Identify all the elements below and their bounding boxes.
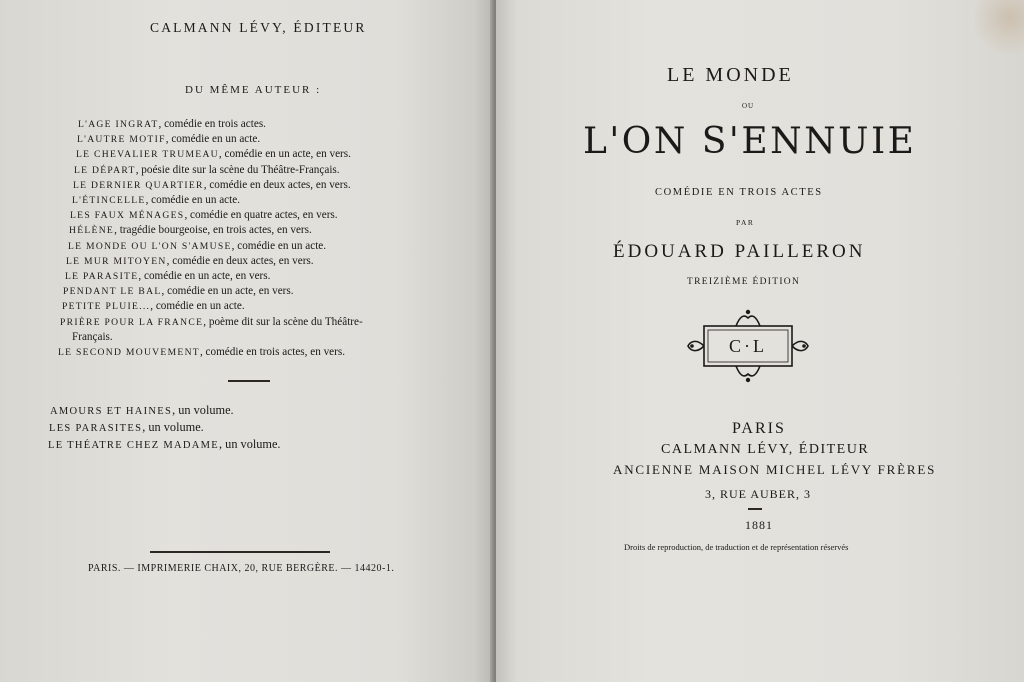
list-item xyxy=(70,209,338,221)
work-title: LE DERNIER QUARTIER xyxy=(73,179,204,191)
list-item xyxy=(58,346,345,358)
list-item xyxy=(77,133,260,145)
work-description: , un volume. xyxy=(219,437,281,451)
work-description: , comédie en trois actes. xyxy=(158,118,266,130)
work-title: L'AUTRE MOTIF xyxy=(77,134,166,146)
work-description: , comédie en deux actes, en vers. xyxy=(166,254,314,267)
work-title: PENDANT LE BAL xyxy=(63,286,162,298)
same-author-heading: DU MÊME AUTEUR : xyxy=(185,84,322,96)
work-description: Français. xyxy=(72,330,113,343)
work-description: , comédie en deux actes, en vers. xyxy=(203,178,351,191)
work-title: LE DÉPART xyxy=(74,164,136,176)
work-description: , un volume. xyxy=(172,403,234,417)
list-item xyxy=(69,224,312,236)
imprint-former-house: ANCIENNE MAISON MICHEL LÉVY FRÈRES xyxy=(613,462,937,477)
list-item xyxy=(74,164,340,176)
play-title-main: L'ON S'ENNUIE xyxy=(583,121,917,162)
work-description: , comédie en un acte, en vers. xyxy=(218,148,351,161)
page-stain xyxy=(975,0,1024,60)
author-name: ÉDOUARD PAILLERON xyxy=(613,241,866,262)
imprint-dash xyxy=(748,508,762,510)
left-page-header: CALMANN LÉVY, ÉDITEUR xyxy=(150,20,367,35)
list-item xyxy=(48,437,281,452)
list-item xyxy=(76,148,351,160)
work-description: , poème dit sur la scène du Théâtre- xyxy=(203,315,363,328)
list-item xyxy=(78,118,266,130)
work-title: L'ÉTINCELLE xyxy=(72,195,146,206)
printer-line: PARIS. — IMPRIMERIE CHAIX, 20, RUE BERGÈRE. — 14420-1. xyxy=(88,563,395,574)
list-item xyxy=(66,255,314,267)
work-description: , comédie en un acte, en vers. xyxy=(138,270,271,282)
work-description: , comédie en un acte. xyxy=(145,194,241,206)
title-ou: OU xyxy=(742,102,755,110)
work-title: LE MUR MITOYEN xyxy=(66,255,167,267)
imprint-city: PARIS xyxy=(732,420,786,437)
play-subtitle: COMÉDIE EN TROIS ACTES xyxy=(655,187,823,198)
section-rule xyxy=(228,380,270,382)
work-description: , comédie en un acte. xyxy=(165,133,261,146)
left-page xyxy=(0,0,494,682)
list-item xyxy=(49,420,204,435)
list-item xyxy=(68,240,326,252)
work-description: , tragédie bourgeoise, en trois actes, en vers. xyxy=(114,224,312,237)
work-title: PRIÈRE POUR LA FRANCE xyxy=(60,316,204,328)
work-title: LE SECOND MOUVEMENT xyxy=(58,347,200,358)
printer-rule xyxy=(150,551,330,553)
work-title: HÉLÈNE xyxy=(69,225,115,237)
publisher-mark-initials: C·L xyxy=(729,336,767,356)
work-description: , poésie dite sur la scène du Théâtre-Français. xyxy=(135,163,340,176)
work-description: , comédie en trois actes, en vers. xyxy=(199,346,346,358)
list-item xyxy=(62,300,245,312)
list-item xyxy=(60,316,363,328)
work-description: , un volume. xyxy=(142,420,204,434)
work-title: LE MONDE OU L'ON S'AMUSE xyxy=(68,240,232,252)
list-item xyxy=(72,331,113,343)
work-title: LES FAUX MÉNAGES xyxy=(70,210,185,222)
list-item xyxy=(63,285,294,297)
publisher-mark xyxy=(686,306,810,386)
work-title: LE CHEVALIER TRUMEAU xyxy=(76,149,219,161)
work-description: , comédie en un acte. xyxy=(231,239,327,252)
list-item xyxy=(72,194,240,206)
list-item xyxy=(50,403,234,418)
work-title: L'AGE INGRAT xyxy=(78,119,159,130)
work-description: , comédie en un acte, en vers. xyxy=(161,285,294,298)
by-label: PAR xyxy=(736,218,755,227)
work-title: AMOURS ET HAINES xyxy=(50,406,173,417)
work-title: PETITE PLUIE... xyxy=(62,301,151,313)
imprint-publisher: CALMANN LÉVY, ÉDITEUR xyxy=(661,442,870,457)
work-title: LE THÉATRE CHEZ MADAME xyxy=(48,440,220,451)
work-description: , comédie en quatre actes, en vers. xyxy=(184,209,338,222)
imprint-address: 3, RUE AUBER, 3 xyxy=(705,487,812,501)
work-description: , comédie en un acte. xyxy=(150,300,245,313)
edition-label: TREIZIÈME ÉDITION xyxy=(687,277,801,287)
play-title-top: LE MONDE xyxy=(667,64,794,86)
list-item xyxy=(65,270,270,282)
rights-notice: Droits de reproduction, de traduction et de représentation réservés xyxy=(624,542,849,552)
work-title: LE PARASITE xyxy=(65,271,139,282)
list-item xyxy=(73,179,351,191)
work-title: LES PARASITES xyxy=(49,423,143,434)
imprint-year: 1881 xyxy=(745,518,773,532)
